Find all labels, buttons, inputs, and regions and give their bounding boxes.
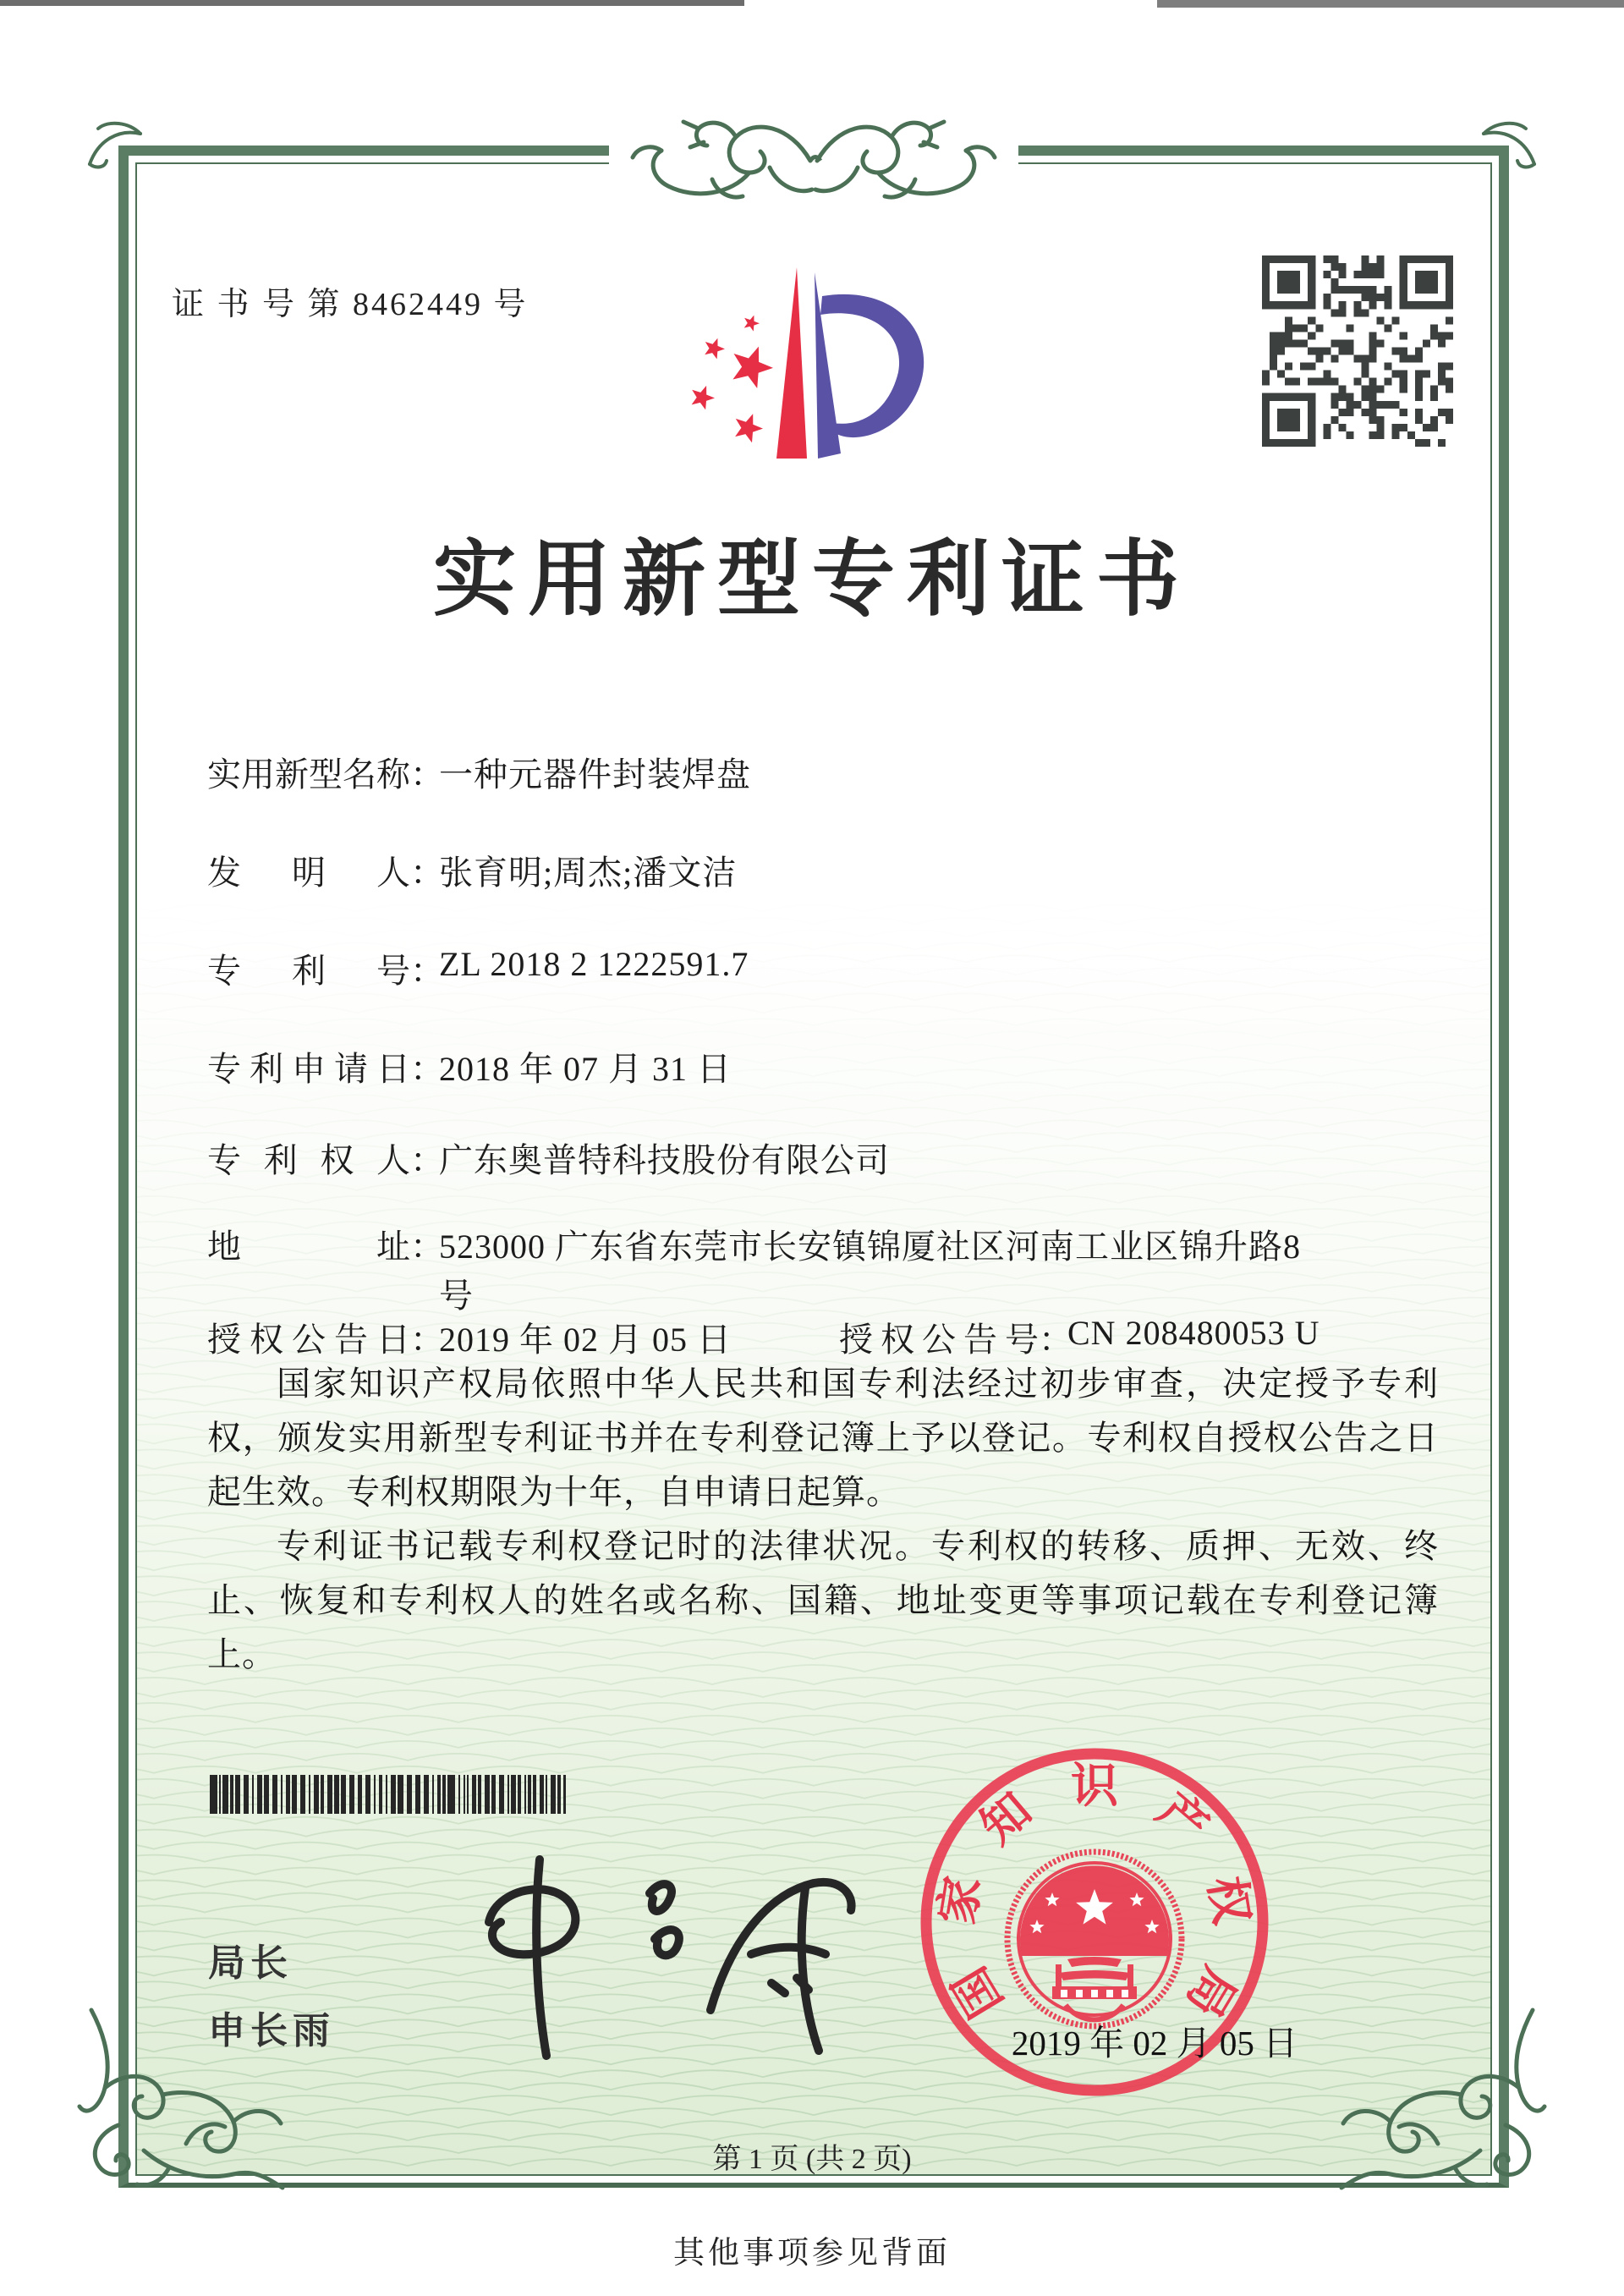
svg-text:权: 权 [1198,1872,1258,1928]
field-colon: ： [410,1141,444,1179]
field-label: 授权公告日 [207,1321,410,1359]
certificate-title: 实用新型专利证书 [432,535,1191,626]
director-name: 申长雨 [208,2010,335,2052]
qr-code [1262,255,1453,447]
field-label: 地 址 [207,1228,410,1266]
field-row-patent-number [207,944,749,988]
legal-text [207,1357,1439,1682]
seal-date: 2019 年 02 月 05 日 [1011,2024,1298,2063]
field-value: 一种元器件封装焊盘 [439,755,751,794]
seal-national-emblem [1007,1852,1182,2026]
svg-text:家: 家 [931,1872,991,1928]
field-label: 专 利 权 人 [207,1141,410,1179]
svg-text:局: 局 [1176,1958,1246,2026]
field-colon: ： [410,1228,444,1266]
field-label: 专利申请日 [207,1050,410,1088]
field-row-name [207,748,751,792]
legal-paragraph-1: 国家知识产权局依照中华人民共和国专利法经过初步审查，决定授予专利权，颁发实用新型专利证书并在专利登记簿上予以登记。专利权自授权公告之日起生效。专利权期限为十年，自申请日起算。 [207,1365,1439,1511]
field-colon: ： [410,755,444,794]
logo-p-bowl [820,294,924,437]
field-value: CN 208480053 U [1067,1314,1320,1352]
field-value: 张育明;周杰;潘文洁 [439,854,738,892]
director-title: 局长 [208,1942,293,1984]
field-value: 523000 广东省东莞市长安镇锦厦社区河南工业区锦升路8 [439,1228,1301,1266]
field-row-grant [207,1313,1439,1357]
field-colon: ： [410,854,444,892]
field-label: 授权公告号 [839,1321,1039,1359]
field-colon: ： [1039,1321,1073,1359]
logo-red-wedge [776,267,807,459]
field-row-address [207,1220,1301,1264]
field-row-inventor [207,846,737,890]
svg-text:国: 国 [943,1958,1013,2026]
director-signature [440,1844,897,2081]
page-number: 第 1 页 (共 2 页) [712,2144,912,2175]
field-label: 实用新型名称 [207,755,410,794]
field-colon: ： [410,1050,444,1088]
field-row-patentee [207,1134,890,1178]
field-value: 广东奥普特科技股份有限公司 [439,1141,890,1179]
svg-text:识: 识 [1071,1760,1118,1813]
field-row-filing-date [207,1042,732,1086]
field-label: 专 利 号 [207,952,410,990]
legal-paragraph-2: 专利证书记载专利权登记时的法律状况。专利权的转移、质押、无效、终止、恢复和专利权人的姓名或名称、国籍、地址变更等事项记载在专利登记簿上。 [207,1527,1439,1673]
back-side-note: 其他事项参见背面 [673,2236,951,2271]
field-colon: ： [410,952,444,990]
field-value: 2019 年 02 月 05 日 [439,1321,732,1359]
cnipa-logo-icon [651,247,939,484]
svg-text:知: 知 [971,1783,1042,1855]
certificate-number: 证 书 号 第 8462449 号 [172,287,529,322]
barcode [210,1775,568,1814]
field-pair-grant-number [839,1313,1320,1361]
field-value-address-line2: 号 [439,1277,473,1315]
field-value: 2018 年 07 月 31 日 [439,1050,732,1088]
field-label: 发 明 人 [207,854,410,892]
svg-text:产: 产 [1147,1783,1218,1855]
field-value: ZL 2018 2 1222591.7 [439,945,749,983]
field-colon: ： [410,1321,444,1359]
